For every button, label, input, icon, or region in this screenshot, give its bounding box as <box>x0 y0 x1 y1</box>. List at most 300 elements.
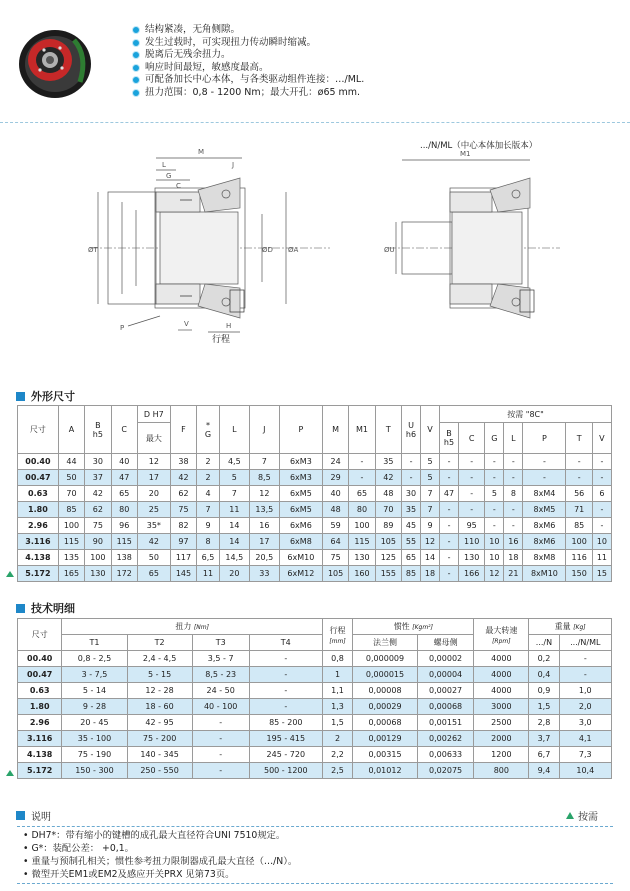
table-cell: - <box>402 470 421 486</box>
table-cell: 30 <box>402 486 421 502</box>
table-cell: 35 <box>402 502 421 518</box>
table-cell: 138 <box>111 550 137 566</box>
table-cell: - <box>504 518 523 534</box>
table-cell: - <box>459 454 485 470</box>
table-row <box>18 518 612 534</box>
col-l: L <box>219 406 249 454</box>
table-row <box>18 651 612 667</box>
section-marker-icon <box>16 811 25 820</box>
right-section-view <box>388 160 560 318</box>
col-weight: 重量 [Kg] <box>529 619 612 635</box>
table-row <box>18 550 612 566</box>
note-item: • 微型开关EM1或EM2及感应开关PRX 见第73页。 <box>23 869 235 880</box>
table-cell: 47 <box>111 470 137 486</box>
col-t1: T1 <box>62 635 127 651</box>
dimensions-table <box>17 405 612 582</box>
table-cell: 35* <box>137 518 170 534</box>
table-cell: - <box>402 454 421 470</box>
feature-item: 响应时间最短，敏感度最高。 <box>132 62 364 75</box>
table-cell: 62 <box>170 486 196 502</box>
table-cell: - <box>504 502 523 518</box>
size-cell: 2.96 <box>18 518 59 534</box>
table-row <box>18 470 612 486</box>
table-cell: 250 - 550 <box>127 763 192 779</box>
table-cell: 0,00027 <box>417 683 474 699</box>
table-cell: - <box>566 470 592 486</box>
table-cell: - <box>459 470 485 486</box>
size-cell: 4.138 <box>18 550 59 566</box>
size-cell: 0.63 <box>18 683 62 699</box>
col-torque: 扭力 [Nm] <box>62 619 322 635</box>
table-cell: - <box>249 683 322 699</box>
table-row <box>18 747 612 763</box>
label-p: P <box>120 324 125 332</box>
table-cell: 6xM3 <box>279 470 322 486</box>
table-cell: 48 <box>322 502 348 518</box>
table-cell: 800 <box>474 763 529 779</box>
table-cell: 20 <box>219 566 249 582</box>
table-cell: 7,3 <box>559 747 611 763</box>
col-m: M <box>322 406 348 454</box>
table-cell: 0,00633 <box>417 747 474 763</box>
table-cell: 65 <box>349 486 375 502</box>
table-cell: 0,000015 <box>353 667 418 683</box>
col-opt-l: L <box>504 423 523 454</box>
table-cell: 62 <box>85 502 111 518</box>
table-cell: 6 <box>592 486 611 502</box>
table-cell: 8xM6 <box>523 534 566 550</box>
table-cell: 105 <box>322 566 348 582</box>
table-cell: 100 <box>349 518 375 534</box>
table-cell: 71 <box>566 502 592 518</box>
table-cell: 8xM6 <box>523 518 566 534</box>
table-cell: 70 <box>58 486 84 502</box>
table-cell: - <box>349 454 375 470</box>
label-v: V <box>184 320 189 328</box>
table-cell: 75 <box>85 518 111 534</box>
section-marker-icon <box>16 604 25 613</box>
table-cell: 130 <box>85 566 111 582</box>
table-cell: - <box>504 454 523 470</box>
table-cell: 160 <box>349 566 375 582</box>
table-cell: 18 <box>421 566 440 582</box>
table-cell: 42 <box>170 470 196 486</box>
table-cell: 6xM5 <box>279 486 322 502</box>
table-cell: 140 - 345 <box>127 747 192 763</box>
table-cell: 1,5 <box>322 715 352 731</box>
table-cell: 100 <box>85 550 111 566</box>
table-cell: 85 <box>402 566 421 582</box>
table-cell: 0,8 - 2,5 <box>62 651 127 667</box>
table-cell: 0,00129 <box>353 731 418 747</box>
table-cell: 20 - 45 <box>62 715 127 731</box>
col-inertia: 惯性 [Kgm²] <box>353 619 474 635</box>
table-cell: 155 <box>375 566 401 582</box>
table-cell: 7 <box>197 502 220 518</box>
on-request-icon <box>566 812 574 819</box>
table-cell: 117 <box>170 550 196 566</box>
table-cell: 10 <box>592 534 611 550</box>
table-cell: 85 - 200 <box>249 715 322 731</box>
col-opt-p: P <box>523 423 566 454</box>
table-cell: - <box>559 667 611 683</box>
divider <box>0 122 630 123</box>
table-cell: - <box>440 550 459 566</box>
table-cell: - <box>440 454 459 470</box>
table-cell: 12 - 28 <box>127 683 192 699</box>
table-cell: - <box>440 502 459 518</box>
table-cell: 24 - 50 <box>192 683 249 699</box>
table-cell: 35 - 100 <box>62 731 127 747</box>
size-cell: 3.116 <box>18 534 59 550</box>
size-cell: 00.47 <box>18 470 59 486</box>
table-cell: 2,2 <box>322 747 352 763</box>
table-cell: 116 <box>566 550 592 566</box>
table-cell: 10 <box>485 550 504 566</box>
legend-on-request: 按需 <box>566 808 598 823</box>
table-cell: 0,2 <box>529 651 559 667</box>
col-v: V <box>421 406 440 454</box>
col-opt-c: C <box>459 423 485 454</box>
technical-drawing <box>0 130 630 370</box>
table-cell: 11 <box>197 566 220 582</box>
col-a: A <box>58 406 84 454</box>
col-opt-t: T <box>566 423 592 454</box>
label-d: ØD <box>262 246 273 254</box>
table-cell: 0,00002 <box>417 651 474 667</box>
table-cell: 6xM3 <box>279 454 322 470</box>
table-cell: 1,5 <box>529 699 559 715</box>
table-cell: 5 <box>421 470 440 486</box>
table-cell: 17 <box>249 534 279 550</box>
table-cell: 0,00008 <box>353 683 418 699</box>
table-cell: 80 <box>349 502 375 518</box>
table-cell: 20,5 <box>249 550 279 566</box>
table-row <box>18 566 612 582</box>
table-cell: - <box>192 747 249 763</box>
table-cell: 21 <box>504 566 523 582</box>
table-cell: 20 <box>137 486 170 502</box>
table-cell: 125 <box>375 550 401 566</box>
table-cell: 7 <box>249 454 279 470</box>
table-row <box>18 683 612 699</box>
table-cell: - <box>249 651 322 667</box>
table-cell: 55 <box>402 534 421 550</box>
size-cell: 5.172 <box>18 763 62 779</box>
table-cell: 8xM8 <box>523 550 566 566</box>
table-cell: 0,00262 <box>417 731 474 747</box>
technical-table <box>17 618 612 779</box>
bullet-icon <box>132 89 140 97</box>
label-m1: M1 <box>460 150 471 158</box>
table-cell: 0,000009 <box>353 651 418 667</box>
bullet-icon <box>132 76 140 84</box>
table-cell: 166 <box>459 566 485 582</box>
notes-list <box>17 826 613 884</box>
size-cell: 00.47 <box>18 667 62 683</box>
table-cell: 80 <box>111 502 137 518</box>
table-cell: 9 - 28 <box>62 699 127 715</box>
size-cell: 0.63 <box>18 486 59 502</box>
label-c: C <box>176 182 181 190</box>
table-cell: 1,3 <box>322 699 352 715</box>
table-cell: 29 <box>322 470 348 486</box>
table-cell: 0,00068 <box>417 699 474 715</box>
col-opt-g: G <box>485 423 504 454</box>
table-cell: 89 <box>375 518 401 534</box>
right-view-caption: .../N/ML（中心本体加长版本） <box>420 141 538 151</box>
table-cell: 2,0 <box>559 699 611 715</box>
table-cell: - <box>459 486 485 502</box>
bullet-icon <box>132 51 140 59</box>
table-cell: 25 <box>137 502 170 518</box>
table-cell: 115 <box>111 534 137 550</box>
table-cell: 40 - 100 <box>192 699 249 715</box>
table-cell: 10 <box>485 534 504 550</box>
table-cell: 2 <box>322 731 352 747</box>
table-cell: 3 - 7,5 <box>62 667 127 683</box>
size-cell: 5.172 <box>18 566 59 582</box>
table-cell: 145 <box>170 566 196 582</box>
table-cell: 10,4 <box>559 763 611 779</box>
on-request-icon <box>6 770 14 776</box>
table-cell: 195 - 415 <box>249 731 322 747</box>
size-cell: 4.138 <box>18 747 62 763</box>
table-cell: 50 <box>58 470 84 486</box>
table-cell: 8 <box>504 486 523 502</box>
table-cell: 24 <box>322 454 348 470</box>
table-cell: 45 <box>402 518 421 534</box>
table-cell: 4000 <box>474 667 529 683</box>
table-cell: - <box>504 470 523 486</box>
product-photo <box>14 20 96 102</box>
table-cell: 0,01012 <box>353 763 418 779</box>
label-stroke: 行程 <box>212 335 231 345</box>
table-cell: 150 <box>566 566 592 582</box>
table-cell: 35 <box>375 454 401 470</box>
table-cell: 65 <box>111 486 137 502</box>
table-cell: - <box>523 454 566 470</box>
table-cell: 115 <box>349 534 375 550</box>
label-h: H <box>226 322 232 330</box>
table-cell: 75 <box>170 502 196 518</box>
note-item: • G*：装配公差： +0,1。 <box>23 843 134 854</box>
table-cell: 12 <box>421 534 440 550</box>
table-cell: 100 <box>58 518 84 534</box>
table-row <box>18 699 612 715</box>
col-u: U h6 <box>402 406 421 454</box>
table-cell: 50 <box>137 550 170 566</box>
table-cell: 6,5 <box>197 550 220 566</box>
col-f: F <box>170 406 196 454</box>
table-cell: 3000 <box>474 699 529 715</box>
table-cell: 65 <box>402 550 421 566</box>
table-cell: 95 <box>459 518 485 534</box>
label-l: L <box>162 161 166 169</box>
col-j: J <box>249 406 279 454</box>
table-row <box>18 731 612 747</box>
feature-item: 扭力范围：0,8 - 1200 Nm；最大开孔：ø65 mm. <box>132 87 364 100</box>
table-cell: - <box>249 699 322 715</box>
table-cell: - <box>440 566 459 582</box>
table-cell: - <box>592 518 611 534</box>
note-item: • DH7*：带有缩小的键槽的成孔最大直径符合UNI 7510规定。 <box>23 830 286 841</box>
table-cell: - <box>566 454 592 470</box>
col-size: 尺寸 <box>18 619 62 651</box>
table-cell: 4,1 <box>559 731 611 747</box>
table-cell: - <box>485 454 504 470</box>
notes-title: 说明 <box>16 808 51 823</box>
col-speed: 最大转速 [Rpm] <box>474 619 529 651</box>
table-cell: 245 - 720 <box>249 747 322 763</box>
table-cell: 7 <box>219 486 249 502</box>
left-section-view <box>90 158 330 332</box>
table-cell: 2,8 <box>529 715 559 731</box>
col-opt-b: B h5 <box>440 423 459 454</box>
table-row <box>18 763 612 779</box>
feature-item: 可配备加长中心本体，与各类驱动组件连接：…/ML. <box>132 74 364 87</box>
table-cell: 11 <box>592 550 611 566</box>
table-row <box>18 486 612 502</box>
label-t: ØT <box>88 246 98 254</box>
table-cell: 8xM4 <box>523 486 566 502</box>
table-cell: 48 <box>375 486 401 502</box>
table-cell: 47 <box>440 486 459 502</box>
table-cell: 75 <box>322 550 348 566</box>
table-cell: 75 - 190 <box>62 747 127 763</box>
table-cell: 16 <box>504 534 523 550</box>
label-g: G <box>166 172 172 180</box>
table-cell: 8xM10 <box>523 566 566 582</box>
table-cell: 14 <box>219 534 249 550</box>
table-cell: 9 <box>421 518 440 534</box>
table-row <box>18 667 612 683</box>
section-marker-icon <box>16 392 25 401</box>
table-cell: 33 <box>249 566 279 582</box>
table-cell: 96 <box>111 518 137 534</box>
table-cell: 6xM6 <box>279 518 322 534</box>
table-cell: 11 <box>219 502 249 518</box>
table-cell: 42 <box>85 486 111 502</box>
table-cell: 0,4 <box>529 667 559 683</box>
table-cell: - <box>192 763 249 779</box>
table-cell: 1,1 <box>322 683 352 699</box>
table-row <box>18 502 612 518</box>
note-item: • 重量与预制孔相关；惯性参考扭力限制器成孔最大直径（…/N）。 <box>23 856 298 867</box>
table-cell: 1,0 <box>559 683 611 699</box>
table-cell: 4000 <box>474 683 529 699</box>
feature-item: 发生过载时，可实现扭力传动瞬时缩减。 <box>132 37 364 50</box>
col-c: C <box>111 406 137 454</box>
table-cell: 75 - 200 <box>127 731 192 747</box>
table-cell: 90 <box>85 534 111 550</box>
table-cell: 8,5 <box>249 470 279 486</box>
bullet-icon <box>132 26 140 34</box>
table-cell: 3,5 - 7 <box>192 651 249 667</box>
table-cell: - <box>523 470 566 486</box>
size-cell: 00.40 <box>18 454 59 470</box>
table-cell: 6xM12 <box>279 566 322 582</box>
col-t4: T4 <box>249 635 322 651</box>
feature-item: 脱离后无残余扭力。 <box>132 49 364 62</box>
bullet-icon <box>132 64 140 72</box>
table-cell: - <box>440 534 459 550</box>
table-cell: 0,00068 <box>353 715 418 731</box>
table-cell: - <box>485 470 504 486</box>
tech-section-title: 技术明细 <box>16 600 75 616</box>
table-cell: 165 <box>58 566 84 582</box>
table-cell: 42 <box>375 470 401 486</box>
col-m1: M1 <box>349 406 375 454</box>
table-cell: 6xM8 <box>279 534 322 550</box>
table-cell: 65 <box>137 566 170 582</box>
table-cell: 12 <box>137 454 170 470</box>
col-flange: 法兰侧 <box>353 635 418 651</box>
size-cell: 1.80 <box>18 699 62 715</box>
table-cell: 150 - 300 <box>62 763 127 779</box>
table-cell: - <box>440 518 459 534</box>
table-cell: 0,02075 <box>417 763 474 779</box>
table-cell: 64 <box>322 534 348 550</box>
table-cell: 0,00004 <box>417 667 474 683</box>
size-cell: 3.116 <box>18 731 62 747</box>
table-cell: 4000 <box>474 651 529 667</box>
table-cell: 85 <box>566 518 592 534</box>
table-cell: - <box>485 518 504 534</box>
table-cell: 15 <box>592 566 611 582</box>
table-cell: 500 - 1200 <box>249 763 322 779</box>
col-size: 尺寸 <box>18 406 59 454</box>
table-cell: 5 - 14 <box>62 683 127 699</box>
table-cell: 100 <box>566 534 592 550</box>
table-cell: 105 <box>375 534 401 550</box>
table-cell: 18 - 60 <box>127 699 192 715</box>
table-cell: 56 <box>566 486 592 502</box>
table-cell: 8 <box>197 534 220 550</box>
table-cell: 5 <box>219 470 249 486</box>
label-m: M <box>198 148 205 156</box>
col-opt-v: V <box>592 423 611 454</box>
table-cell: - <box>559 651 611 667</box>
table-cell: 40 <box>111 454 137 470</box>
table-cell: 40 <box>322 486 348 502</box>
bullet-icon <box>132 39 140 47</box>
size-cell: 1.80 <box>18 502 59 518</box>
table-cell: 44 <box>58 454 84 470</box>
col-dh7: D H7 <box>137 406 170 423</box>
table-cell: 6xM10 <box>279 550 322 566</box>
table-cell: 110 <box>459 534 485 550</box>
table-cell: 59 <box>322 518 348 534</box>
table-cell: 2,5 <box>322 763 352 779</box>
table-row <box>18 454 612 470</box>
table-cell: 17 <box>137 470 170 486</box>
col-nut: 螺母侧 <box>417 635 474 651</box>
table-cell: 2 <box>197 470 220 486</box>
table-cell: - <box>249 667 322 683</box>
table-cell: 42 - 95 <box>127 715 192 731</box>
label-j: J <box>232 161 235 169</box>
table-cell: 130 <box>459 550 485 566</box>
table-cell: 0,00151 <box>417 715 474 731</box>
table-cell: 3,7 <box>529 731 559 747</box>
table-cell: 6xM5 <box>279 502 322 518</box>
col-on-request: 按需 "8C" <box>440 406 612 423</box>
table-cell: 7 <box>421 486 440 502</box>
table-cell: 135 <box>58 550 84 566</box>
table-cell: 4 <box>197 486 220 502</box>
table-cell: 0,00029 <box>353 699 418 715</box>
